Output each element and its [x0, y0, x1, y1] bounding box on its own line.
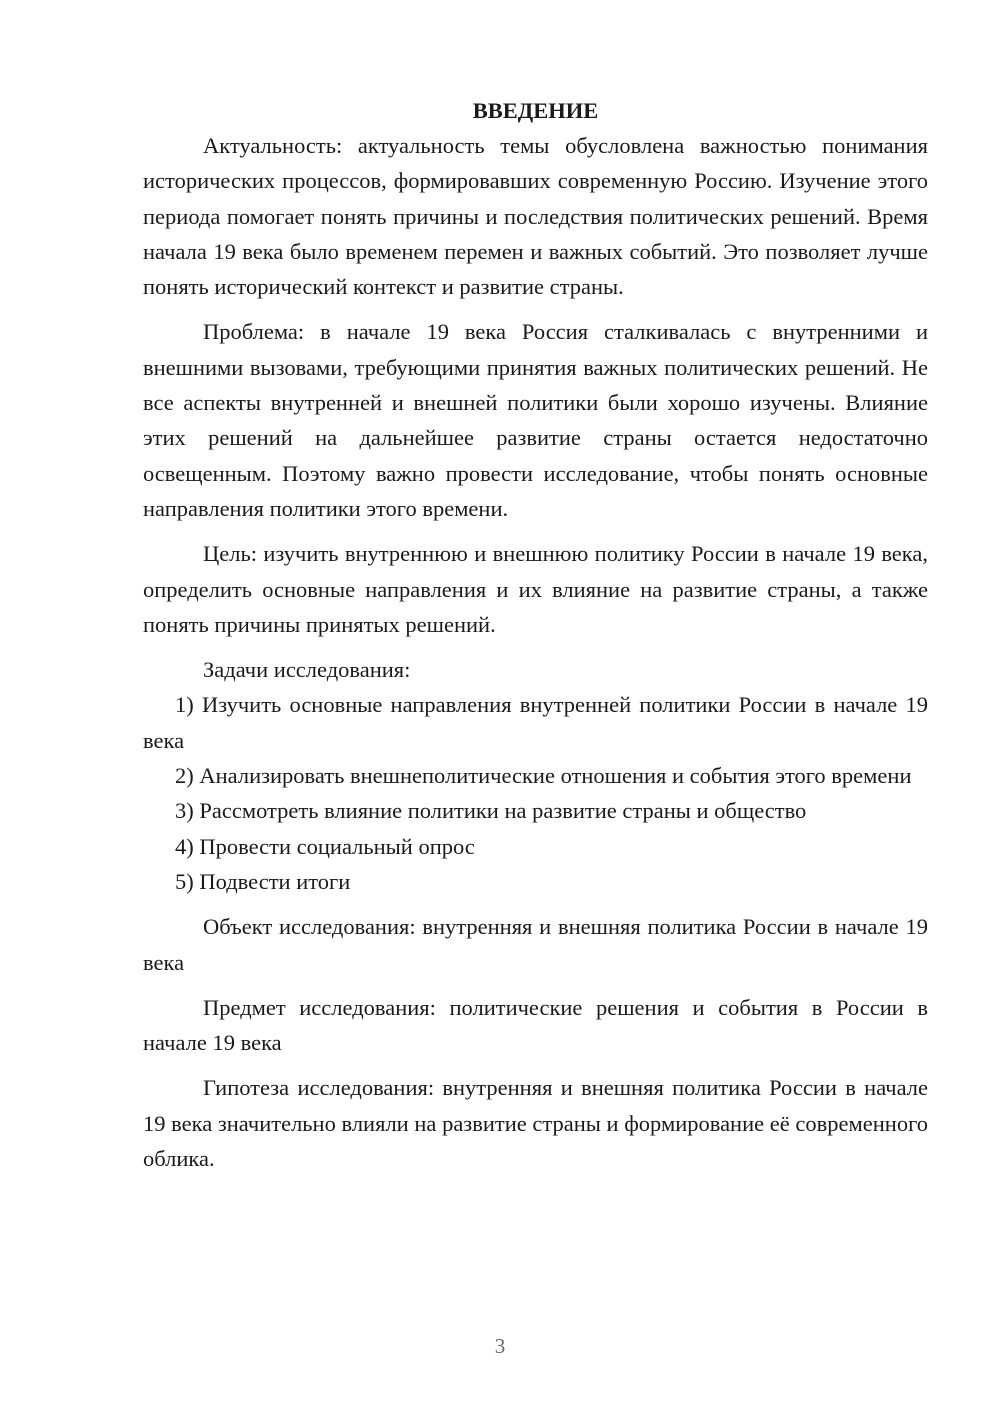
page-number: 3: [494, 1334, 506, 1358]
paragraph-relevance: Актуальность: актуальность темы обусловлена важностью понимания исторических процессов, формировавших современную Россию. Изучение этого периода помогает понять причины и последствия политических решений. Время начала 19 века было временем перемен и важных событий. Это позволяет лучше понять исторический контекст и развитие страны.: [143, 133, 928, 300]
task-item-5: 5) Подвести итоги: [175, 868, 351, 894]
paragraph-object: Объект исследования: внутренняя и внешняя политика России в начале 19 века: [143, 914, 928, 975]
tasks-list: [143, 687, 928, 899]
paragraph-problem: Проблема: в начале 19 века Россия сталкивалась с внутренними и внешними вызовами, требующими принятия важных политических решений. Не все аспекты внутренней и внешней политики были хорошо изучены. Влияние этих решений на дальнейшее развитие страны остается недостаточно освещенным. Поэтому важно провести исследование, чтобы понять основные направления политики этого времени.: [143, 319, 928, 521]
page-content: [143, 93, 928, 1176]
section-title: ВВЕДЕНИЕ: [472, 98, 599, 123]
task-item-4: 4) Провести социальный опрос: [175, 833, 475, 859]
task-item-2: 2) Анализировать внешнеполитические отношения и события этого времени: [175, 763, 912, 789]
task-item-3: 3) Рассмотреть влияние политики на развитие страны и общество: [175, 798, 807, 824]
tasks-heading: Задачи исследования:: [203, 657, 411, 683]
paragraph-hypothesis: Гипотеза исследования: внутренняя и внешняя политика России в начале 19 века значительно влияли на развитие страны и формирование её современного облика.: [143, 1075, 928, 1172]
paragraph-goal: Цель: изучить внутреннюю и внешнюю политику России в начале 19 века, определить основные направления и их влияние на развитие страны, а также понять причины принятых решений.: [143, 541, 928, 637]
paragraph-subject: Предмет исследования: политические решения и события в России в начале 19 века: [143, 994, 928, 1056]
task-item-1: 1) Изучить основные направления внутренней политики России в начале 19 века: [143, 692, 928, 753]
